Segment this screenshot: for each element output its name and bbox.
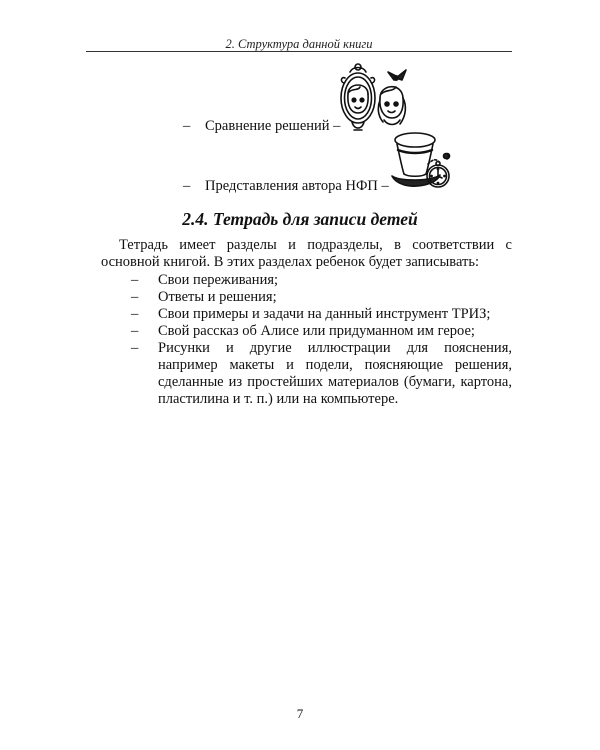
list-item <box>131 340 512 408</box>
list-item-text: Рисунки и другие иллюстрации для пояснения, например макеты и подели, поясняющие решения, сделанные из простейших материалов (бумаги, картона, пластилина и т. п.) или на компьютере. <box>158 340 512 407</box>
dash-marker: – <box>131 289 139 305</box>
list-item-text: Свои переживания; <box>158 272 279 288</box>
dash-marker: – <box>131 340 139 356</box>
dash-marker: – <box>183 118 191 134</box>
dash-marker: – <box>183 178 191 194</box>
page-number: 7 <box>296 706 304 721</box>
section-title: 2.4. Тетрадь для записи детей <box>182 209 418 229</box>
section-intro-paragraph: Тетрадь имеет разделы и подразделы, в соответствии с основной книгой. В этих разделах ребенок будет записывать: <box>101 237 512 270</box>
dash-marker: – <box>131 306 139 322</box>
compare-solutions-text: Сравнение решений – <box>205 118 341 134</box>
list-item-text: Свой рассказ об Алисе или придуманном им герое; <box>158 323 475 339</box>
author-view-line <box>183 177 389 195</box>
list-item <box>131 289 512 306</box>
dash-marker: – <box>131 323 139 339</box>
list-item-text: Ответы и решения; <box>158 289 277 305</box>
compare-solutions-line <box>183 117 340 135</box>
list-item <box>131 323 512 340</box>
running-header: 2. Структура данной книги <box>225 37 373 51</box>
author-view-text: Представления автора НФП – <box>205 178 389 194</box>
header-rule <box>86 51 512 52</box>
dash-marker: – <box>131 272 139 288</box>
list-item <box>131 306 512 323</box>
notebook-contents-list <box>131 272 512 408</box>
list-item-text: Свои примеры и задачи на данный инструмент ТРИЗ; <box>158 306 491 322</box>
list-item <box>131 272 512 289</box>
hat-and-pocket-watch-illustration <box>388 128 452 196</box>
